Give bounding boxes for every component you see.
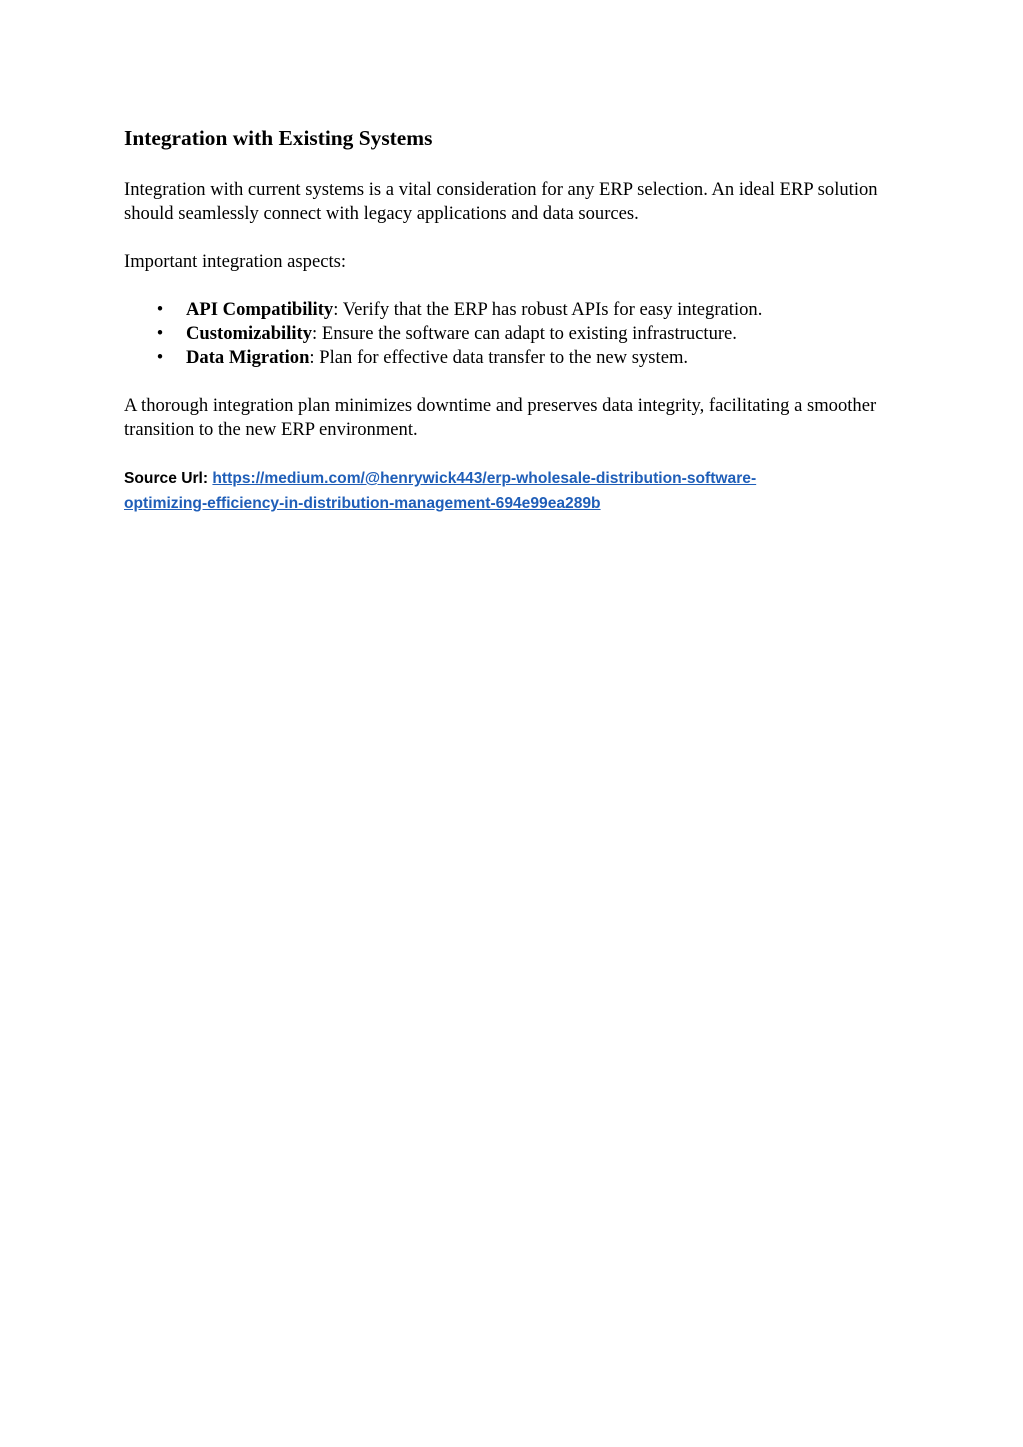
aspect-description: : Plan for effective data transfer to the new system. [309, 347, 689, 368]
section-heading: Integration with Existing Systems [124, 126, 433, 150]
aspects-intro: Important integration aspects: [124, 251, 347, 272]
list-item [124, 346, 904, 370]
list-item [124, 298, 904, 322]
intro-paragraph: Integration with current systems is a vital consideration for any ERP selection. An ideal ERP solution should seamlessly connect with legacy applications and data sources. [124, 179, 878, 224]
list-item [124, 322, 904, 346]
aspect-description: : Verify that the ERP has robust APIs for easy integration. [333, 299, 763, 320]
bullet-icon: • [156, 347, 164, 368]
source-url-part-1[interactable]: https://medium.com/@henrywick443/erp-wholesale-distribution-software- [212, 470, 757, 487]
bullet-icon: • [156, 299, 164, 320]
source-url-part-2[interactable]: optimizing-efficiency-in-distribution-management-694e99ea289b [124, 495, 601, 512]
bullet-icon: • [156, 323, 164, 344]
source-url-link[interactable] [124, 470, 756, 512]
document-body [124, 124, 904, 516]
aspect-description: : Ensure the software can adapt to existing infrastructure. [312, 323, 737, 344]
conclusion-paragraph: A thorough integration plan minimizes downtime and preserves data integrity, facilitating a smoother transition to the new ERP environment. [124, 395, 877, 440]
aspect-term: API Compatibility [186, 299, 334, 320]
aspect-term: Customizability [186, 323, 313, 344]
source-label: Source Url: [124, 470, 209, 487]
aspects-list [124, 298, 904, 370]
source-line [124, 466, 904, 516]
aspect-term: Data Migration [186, 347, 310, 368]
